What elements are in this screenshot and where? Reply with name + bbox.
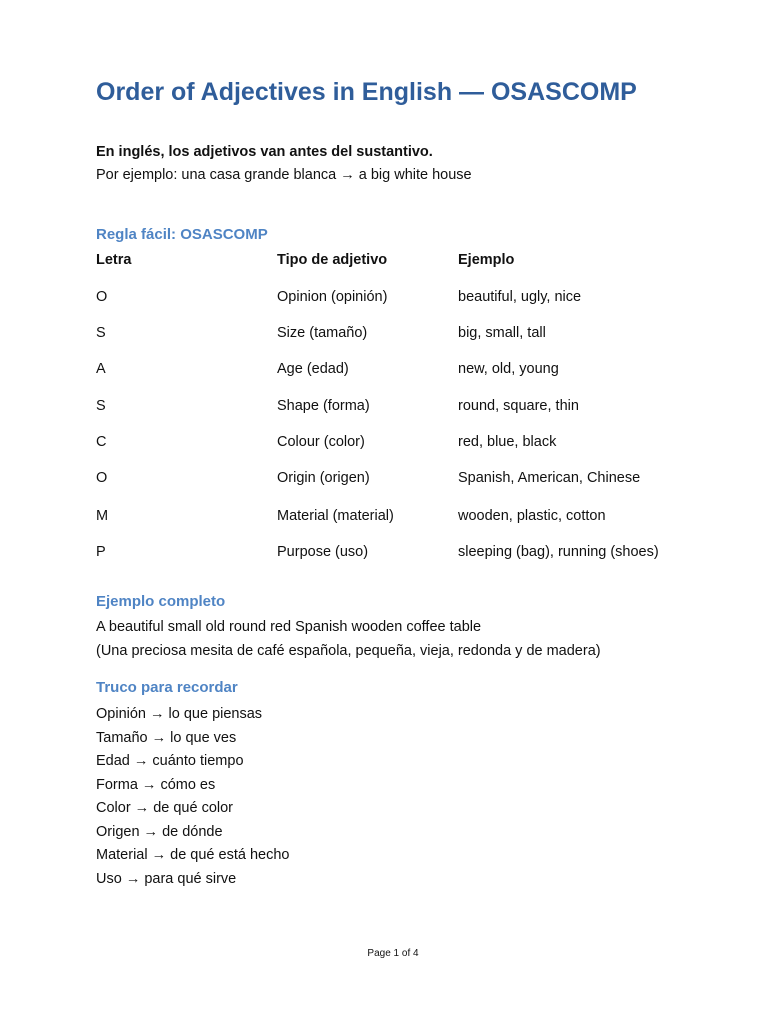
row-example: new, old, young <box>458 361 559 377</box>
trick-item: Origen → de dónde <box>96 823 223 840</box>
row-letter: O <box>96 470 108 486</box>
row-type: Opinion (opinión) <box>277 289 388 305</box>
trick-list <box>96 703 289 891</box>
table-row <box>96 542 696 562</box>
row-letter: C <box>96 434 107 450</box>
table-row <box>96 287 696 307</box>
example-heading: Ejemplo completo <box>96 593 226 610</box>
row-letter: S <box>96 398 106 414</box>
table-row <box>96 432 696 452</box>
row-type: Material (material) <box>277 508 394 524</box>
row-example: red, blue, black <box>458 434 557 450</box>
document-title: Order of Adjectives in English — OSASCOMP <box>96 78 637 106</box>
row-type: Purpose (uso) <box>277 544 369 560</box>
trick-item: Tamaño → lo que ves <box>96 729 237 746</box>
row-example: Spanish, American, Chinese <box>458 470 641 486</box>
row-example: wooden, plastic, cotton <box>458 508 606 524</box>
table-header-row <box>96 250 696 270</box>
row-example: round, square, thin <box>458 398 579 414</box>
trick-heading: Truco para recordar <box>96 679 238 696</box>
trick-item: Forma → cómo es <box>96 776 216 793</box>
row-type: Size (tamaño) <box>277 325 368 341</box>
trick-item: Uso → para qué sirve <box>96 870 237 887</box>
rule-heading: Regla fácil: OSASCOMP <box>96 226 268 243</box>
header-tipo: Tipo de adjetivo <box>277 252 388 268</box>
row-type: Origin (origen) <box>277 470 370 486</box>
example-sentence: A beautiful small old round red Spanish wooden coffee table <box>96 619 482 635</box>
page-number: Page 1 of 4 <box>367 948 419 959</box>
row-letter: A <box>96 361 106 377</box>
row-letter: M <box>96 508 109 524</box>
intro-bold-line: En inglés, los adjetivos van antes del sustantivo. <box>96 144 433 160</box>
intro-example-line: Por ejemplo: una casa grande blanca → a big white house <box>96 167 472 183</box>
trick-item: Opinión → lo que piensas <box>96 706 263 722</box>
table-row <box>96 396 696 416</box>
table-row <box>96 468 696 488</box>
table-row <box>96 359 696 379</box>
row-example: sleeping (bag), running (shoes) <box>458 544 659 560</box>
table-row <box>96 506 696 526</box>
trick-item: Material → de qué está hecho <box>96 847 290 863</box>
header-ejemplo: Ejemplo <box>458 252 515 268</box>
example-translation: (Una preciosa mesita de café española, pequeña, vieja, redonda y de madera) <box>96 643 601 659</box>
table-row <box>96 323 696 343</box>
trick-item: Edad → cuánto tiempo <box>96 753 244 769</box>
row-type: Colour (color) <box>277 434 365 450</box>
header-letra: Letra <box>96 252 132 268</box>
row-type: Age (edad) <box>277 361 349 377</box>
trick-item: Color → de qué color <box>96 800 234 816</box>
row-letter: S <box>96 325 106 341</box>
row-example: big, small, tall <box>458 325 546 341</box>
row-example: beautiful, ugly, nice <box>458 289 582 305</box>
row-letter: P <box>96 544 106 560</box>
row-type: Shape (forma) <box>277 398 370 414</box>
row-letter: O <box>96 289 108 305</box>
